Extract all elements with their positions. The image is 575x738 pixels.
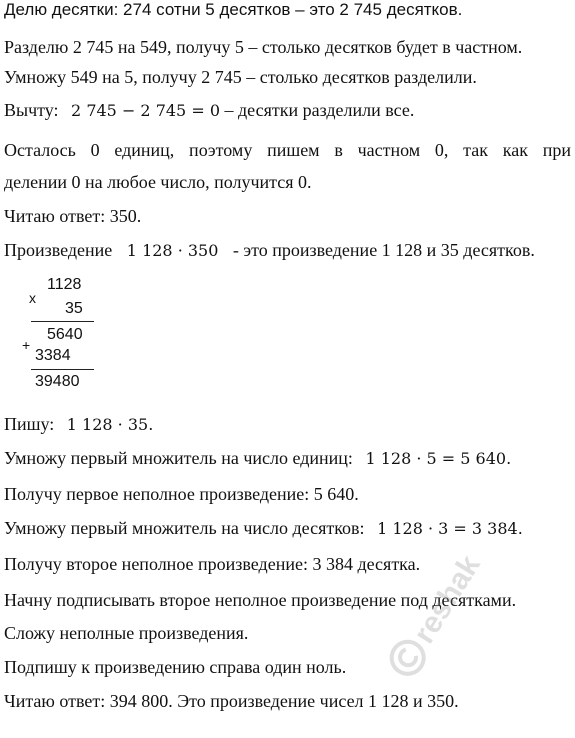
text-line: Умножу 549 на 5, получу 2 745 – столько десятков разделили. xyxy=(4,67,477,87)
multiplicand: 1128 xyxy=(47,276,82,293)
partial-product-1: 5640 xyxy=(47,326,83,343)
text-line: Читаю ответ: 394 800. Это произведение чисел 1 128 и 350. xyxy=(4,691,459,711)
text-line: Читаю ответ: 350. xyxy=(4,206,142,226)
text-line: Подпишу к произведению справа один ноль. xyxy=(4,657,347,677)
text-fragment: Умножу первый множитель на число десятков: xyxy=(4,518,365,538)
plus-sign: + xyxy=(22,337,31,353)
text-line: делении 0 на любое число, получится 0. xyxy=(4,172,312,192)
text-fragment: Пишу: xyxy=(4,414,55,434)
math-expression: 1 128 · 35. xyxy=(66,415,154,434)
text-line xyxy=(4,413,153,436)
text-line: Получу второе неполное произведение: 3 384 десятка. xyxy=(4,554,421,574)
text-line xyxy=(4,239,535,262)
svg-text:reshak: reshak xyxy=(407,549,487,650)
times-sign: x xyxy=(29,290,36,306)
text-fragment: - это произведение 1 128 и 35 десятков. xyxy=(232,240,535,260)
text-line: Сложу неполные произведения. xyxy=(4,623,249,643)
math-expression: 2 745 − 2 745 = 0 xyxy=(71,101,220,120)
math-expression: 1 128 · 3 = 3 384. xyxy=(377,519,523,538)
text-line: Начну подписывать второе неполное произведение под десятками. xyxy=(4,590,517,610)
math-expression: 1 128 · 5 = 5 640. xyxy=(365,449,512,468)
text-line: Разделю 2 745 на 549, получу 5 – столько десятков будет в частном. xyxy=(4,37,523,57)
text-line: Делю десятки: 274 сотни 5 десятков – это 2 745 десятков. xyxy=(4,0,463,19)
text-line: Получу первое неполное произведение: 5 640. xyxy=(4,484,359,504)
partial-product-2: 3384 xyxy=(35,347,71,364)
text-line xyxy=(4,99,414,122)
product-result: 39480 xyxy=(35,373,80,390)
text-line xyxy=(4,447,511,470)
text-fragment: Вычту: xyxy=(4,100,59,120)
text-line xyxy=(4,517,523,540)
divider-line xyxy=(31,321,94,322)
text-fragment: – десятки разделили все. xyxy=(224,100,415,120)
multiplier: 35 xyxy=(65,300,83,317)
divider-line xyxy=(31,369,94,370)
text-fragment: Произведение xyxy=(4,240,113,260)
text-line: Осталось 0 единиц, поэтому пишем в частном 0, так как при xyxy=(4,140,571,160)
text-fragment: Умножу первый множитель на число единиц: xyxy=(4,448,353,468)
math-expression: 1 128 · 350 xyxy=(126,241,219,260)
